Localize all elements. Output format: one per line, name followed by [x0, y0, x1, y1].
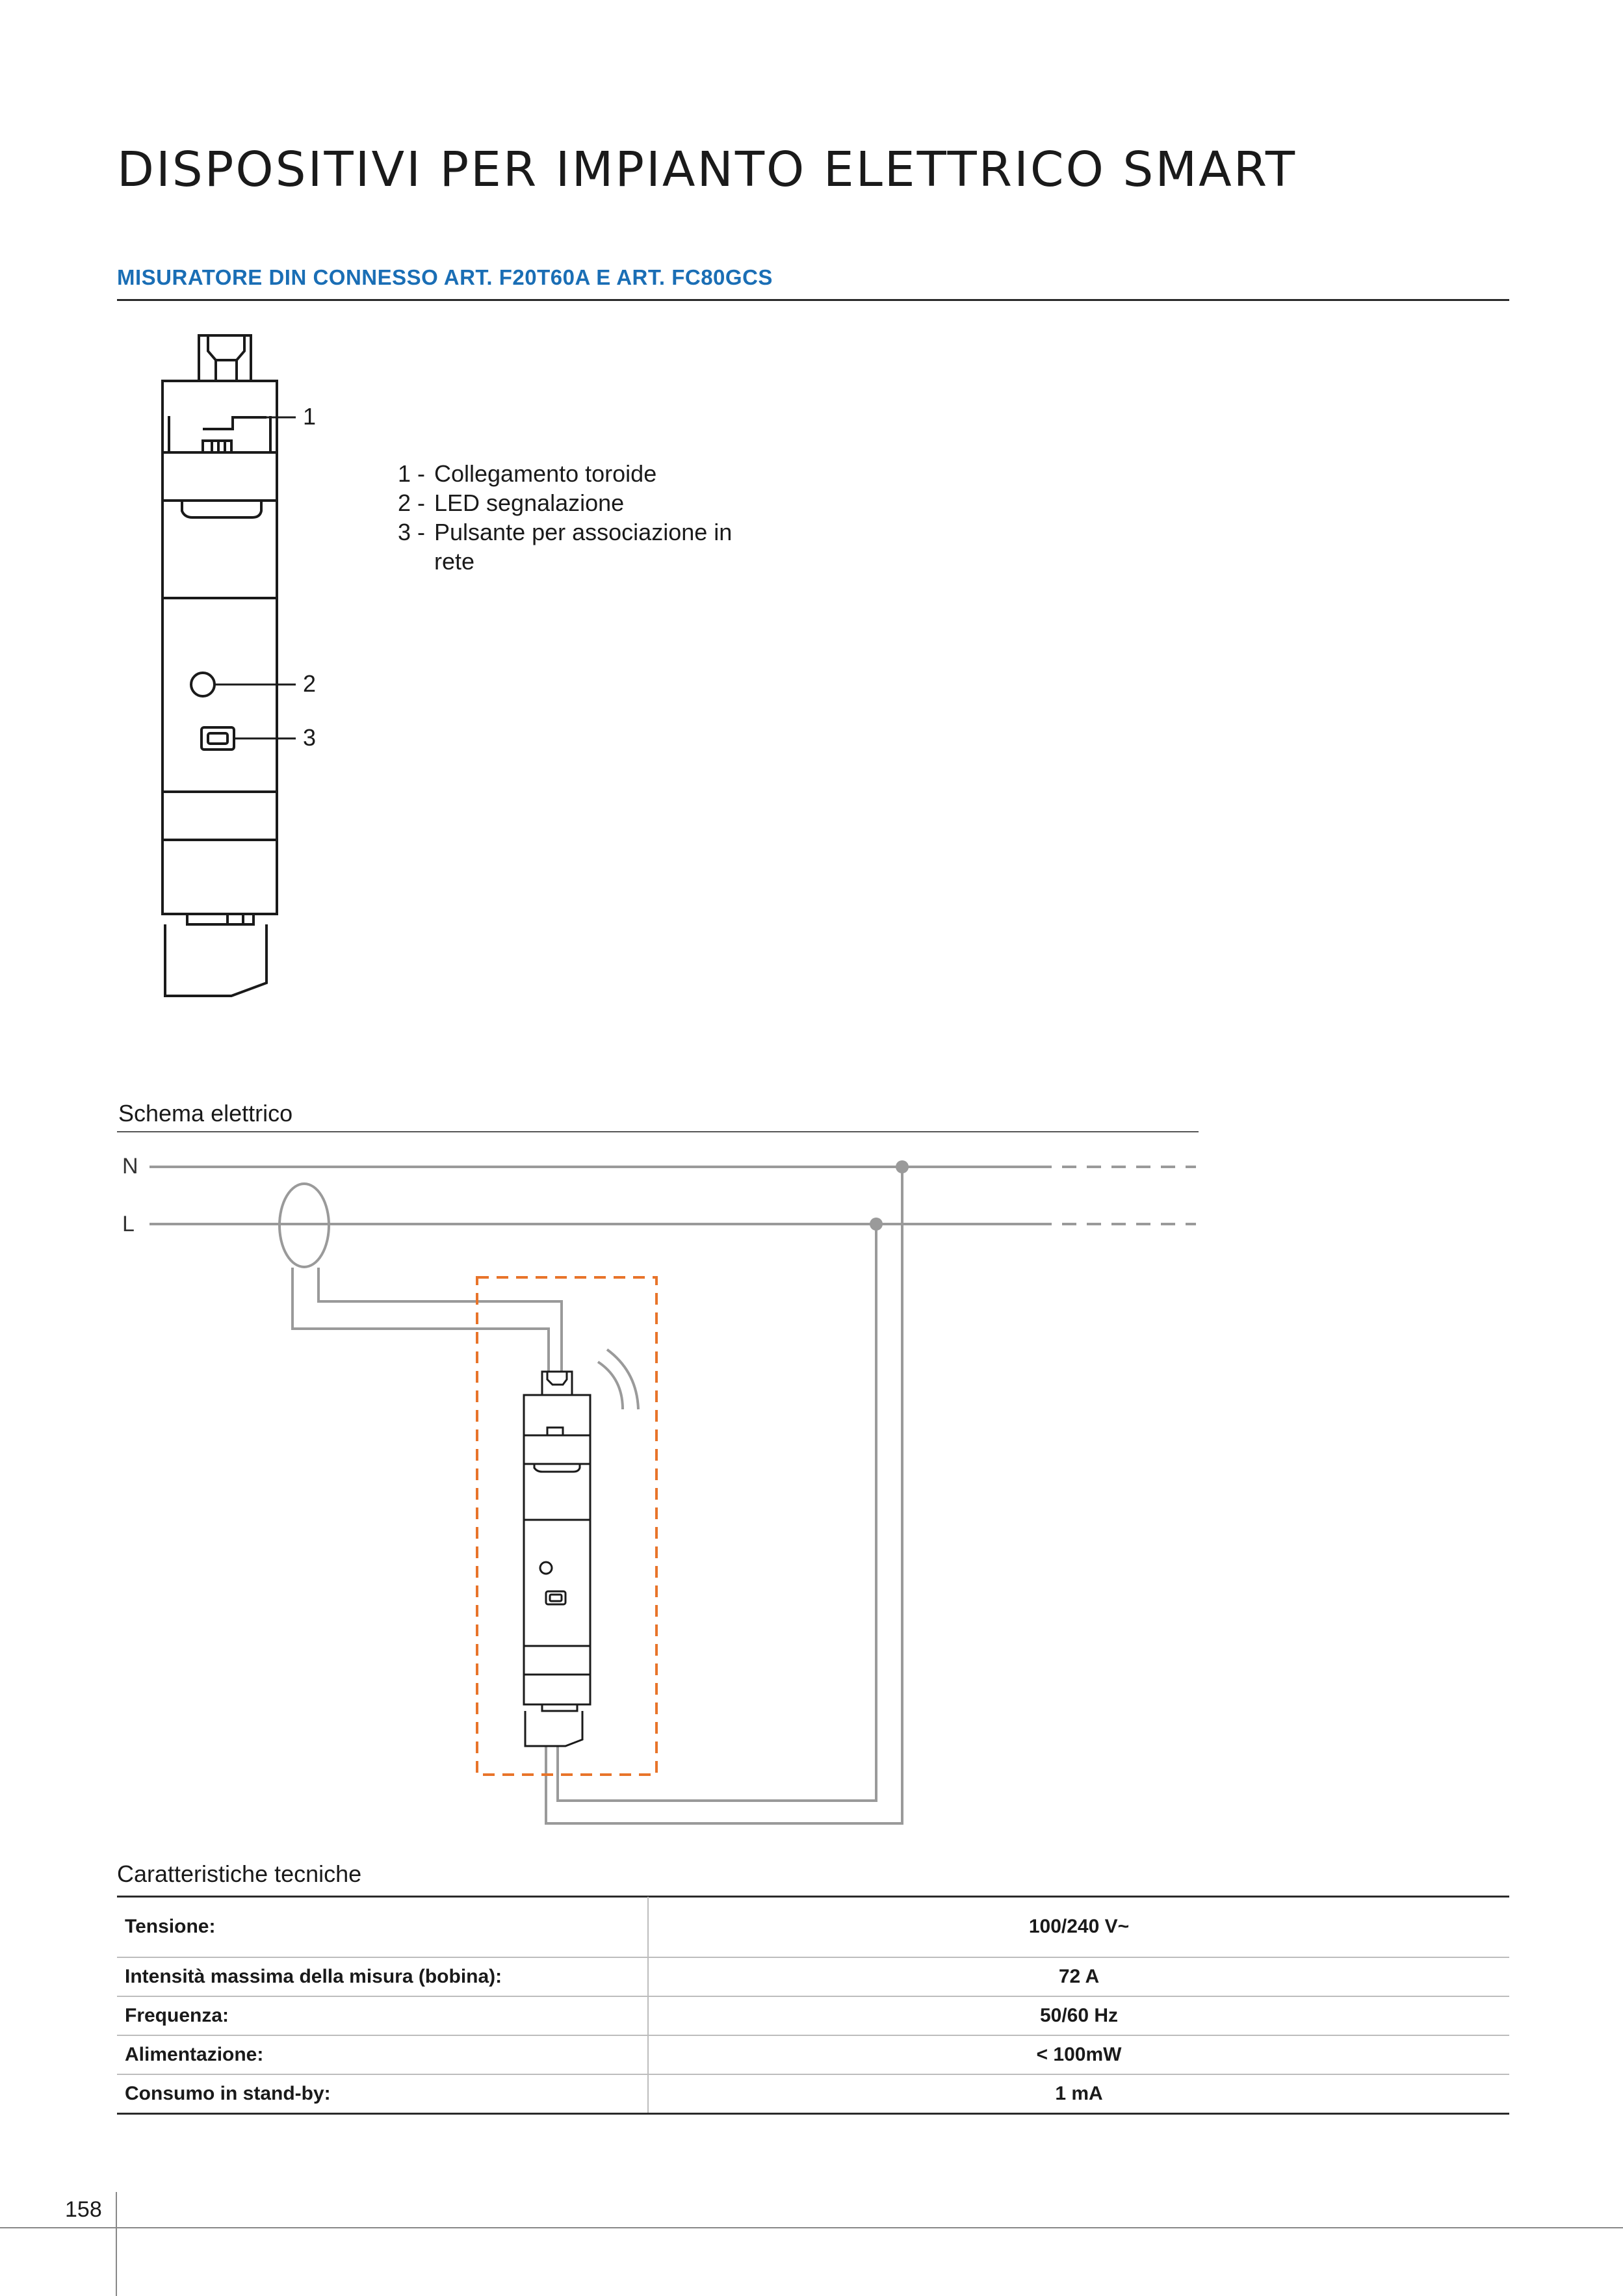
spec-label: Consumo in stand-by:	[117, 2074, 648, 2114]
footer-horizontal-rule	[0, 2227, 1623, 2228]
spec-label: Tensione:	[117, 1897, 648, 1957]
legend-item: 2 - LED segnalazione	[398, 489, 625, 516]
spec-label: Frequenza:	[117, 1996, 648, 2035]
bus-label-l: L	[122, 1212, 135, 1236]
spec-value: 50/60 Hz	[648, 1996, 1509, 2035]
table-row	[117, 2035, 1509, 2074]
callout-2: 2	[303, 670, 317, 697]
specs-table	[117, 1897, 1509, 2115]
spec-value: 100/240 V~	[648, 1897, 1509, 1957]
legend-item: 1 - Collegamento toroide	[398, 460, 657, 487]
spec-value: 1 mA	[648, 2074, 1509, 2114]
table-row	[117, 2074, 1509, 2114]
spec-label: Intensità massima della misura (bobina):	[117, 1957, 648, 1996]
page-number: 158	[65, 2197, 102, 2222]
spec-value: < 100mW	[648, 2035, 1509, 2074]
table-row	[117, 1996, 1509, 2035]
spec-label: Alimentazione:	[117, 2035, 648, 2074]
callout-1: 1	[303, 403, 317, 430]
table-row	[117, 1897, 1509, 1957]
specs-heading: Caratteristiche tecniche	[117, 1860, 362, 1887]
spec-value: 72 A	[648, 1957, 1509, 1996]
page-title: DISPOSITIVI PER IMPIANTO ELETTRICO SMART	[117, 142, 1297, 198]
section-heading: MISURATORE DIN CONNESSO ART. F20T60A E ART. FC80GCS	[117, 265, 773, 289]
footer-vertical-rule	[116, 2192, 117, 2296]
schema-heading: Schema elettrico	[118, 1100, 293, 1127]
table-row	[117, 1957, 1509, 1996]
callout-3: 3	[303, 724, 317, 751]
legend-item: 3 - Pulsante per associazione in rete	[398, 519, 733, 575]
bus-label-n: N	[122, 1154, 138, 1179]
